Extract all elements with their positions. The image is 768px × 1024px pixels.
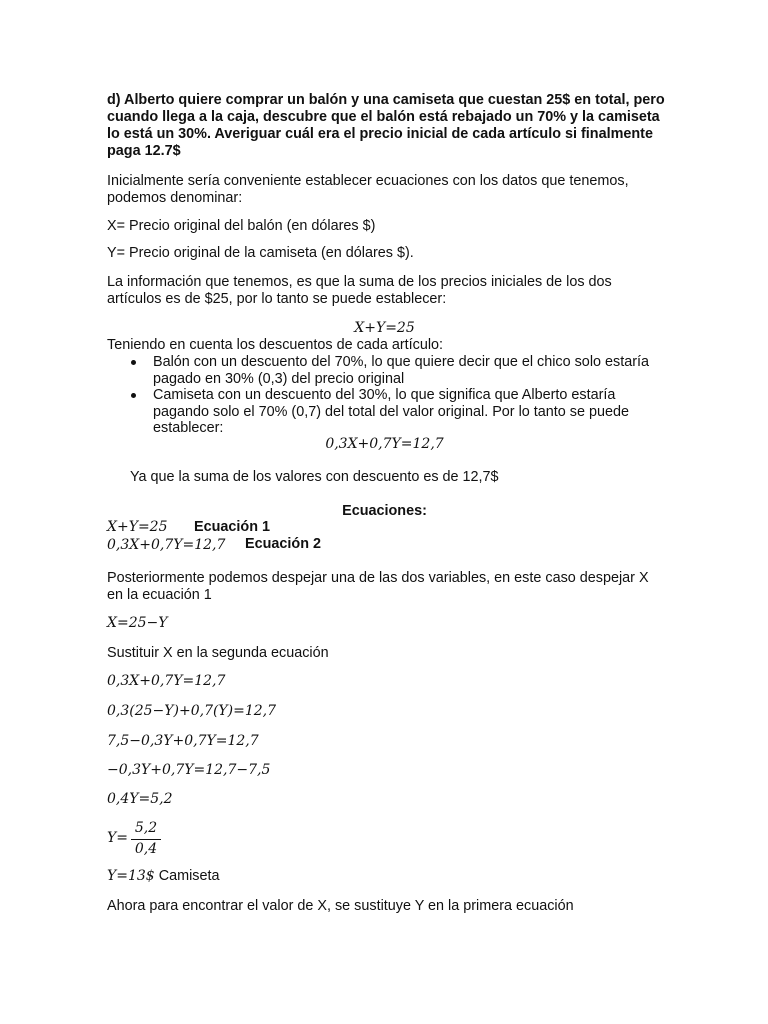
step-4: −0,3Y+0,7Y=12,7−7,5 <box>107 762 271 778</box>
step-1: 0,3X+0,7Y=12,7 <box>107 673 226 689</box>
result-y-equation: Y=13$ <box>107 868 155 884</box>
equation-sum: X+Y=25 <box>354 320 415 336</box>
despejar-paragraph: Posteriormente podemos despejar una de las dos variables, en este caso despejar X en la ecuación 1 <box>107 570 649 603</box>
bullet-icon <box>131 360 136 365</box>
bullet-icon <box>131 393 136 398</box>
intro-paragraph: Inicialmente sería conveniente establecer ecuaciones con los datos que tenemos, podemos denominar: <box>107 173 629 206</box>
ecuaciones-heading: Ecuaciones: <box>342 503 427 519</box>
bullet-text: Camiseta con un descuento del 30%, lo que significa que Alberto estaría pagando solo el 70% (0,7) del total del valor original. Por lo tanto se puede establecer: <box>153 387 630 436</box>
fraction-numerator: 5,2 <box>134 820 158 836</box>
result-y <box>107 868 667 885</box>
sustituir-paragraph: Sustituir X en la segunda ecuación <box>107 645 329 661</box>
step-3: 7,5−0,3Y+0,7Y=12,7 <box>107 733 259 749</box>
problem-statement: d) Alberto quiere comprar un balón y una camiseta que cuestan 25$ en total, pero cuando llega a la caja, descubre que el balón está rebajado un 70% y la camiseta lo está un 30%. Averiguar cuál era el precio inicial de cada artículo si finalmente paga 12.7$ <box>107 92 665 159</box>
step-5: 0,4Y=5,2 <box>107 791 173 807</box>
bullet-text: Balón con un descuento del 70%, lo que quiere decir que el chico solo estaría pagado en 30% (0,3) del precio original <box>153 354 650 387</box>
equation-1-label: Ecuación 1 <box>194 519 270 535</box>
equation-discount: 0,3X+0,7Y=12,7 <box>325 436 444 452</box>
info-paragraph: La información que tenemos, es que la suma de los precios iniciales de los dos artículos es de $25, por lo tanto se puede establecer: <box>107 274 612 307</box>
fraction-denominator: 0,4 <box>134 841 158 857</box>
equation-2-label: Ecuación 2 <box>245 536 321 552</box>
discount-list <box>107 354 667 437</box>
equation-1: X+Y=25 <box>107 519 168 535</box>
fraction-lhs: Y= <box>107 830 128 846</box>
final-paragraph: Ahora para encontrar el valor de X, se sustituye Y en la primera ecuación <box>107 898 574 914</box>
equation-2: 0,3X+0,7Y=12,7 <box>107 537 226 553</box>
list-item <box>107 354 667 387</box>
definition-y: Y= Precio original de la camiseta (en dólares $). <box>107 245 414 261</box>
result-y-label: Camiseta <box>158 868 220 884</box>
step-x: X=25−Y <box>107 615 168 631</box>
definition-x: X= Precio original del balón (en dólares $) <box>107 218 376 234</box>
step-2: 0,3(25−Y)+0,7(Y)=12,7 <box>107 703 277 719</box>
discounts-intro: Teniendo en cuenta los descuentos de cada artículo: <box>107 337 444 353</box>
since-paragraph: Ya que la suma de los valores con descuento es de 12,7$ <box>130 469 499 485</box>
list-item <box>107 387 667 437</box>
fraction-bar <box>131 839 161 840</box>
